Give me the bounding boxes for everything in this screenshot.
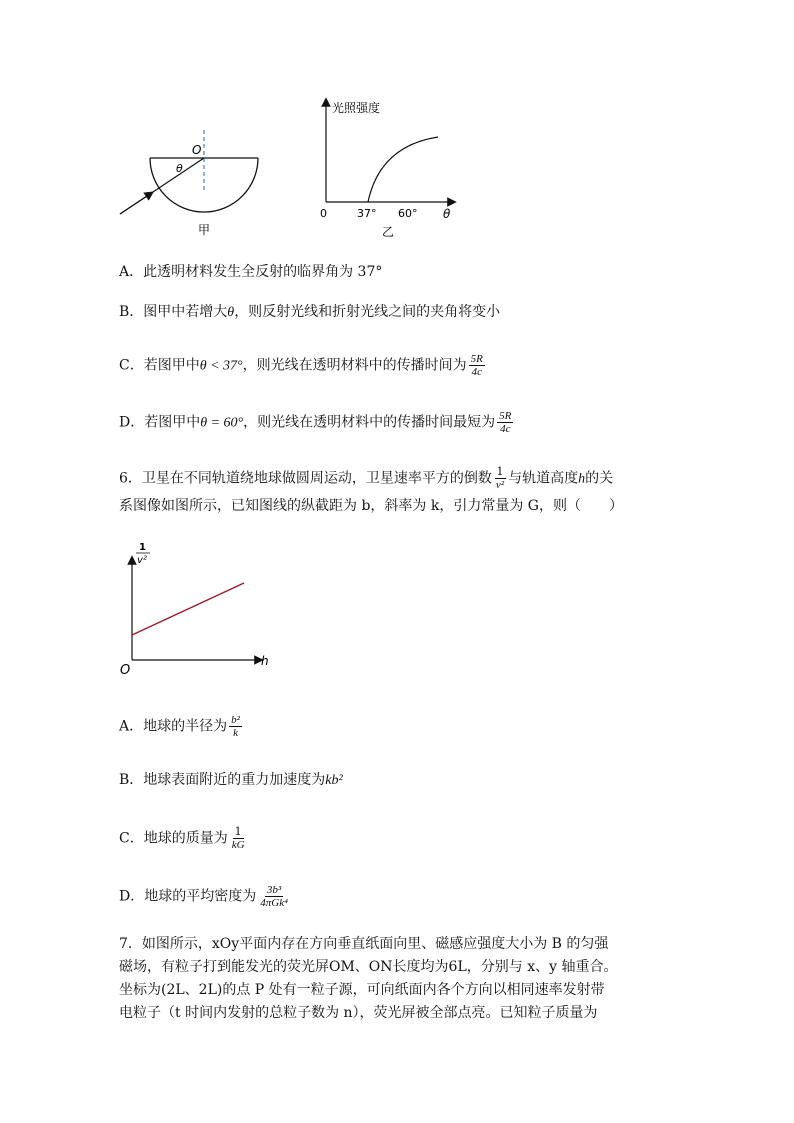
option-b-text: B．图甲中若增大 <box>119 304 228 320</box>
theta-label: θ <box>176 162 183 175</box>
figure-yi <box>310 96 470 241</box>
figure-jia-caption: 甲 <box>198 223 211 237</box>
option-c-text: C．若图甲中 <box>119 357 200 374</box>
q7-line1: 7．如图所示，xOy平面内存在方向垂直纸面向里、磁感应强度大小为 B 的匀强 <box>119 936 609 952</box>
q6-option-b <box>119 770 343 791</box>
intensity-curve <box>368 137 438 202</box>
graph-line <box>132 583 244 635</box>
q7-line2: 磁场，有粒子打到能发光的荧光屏OM、ON长度均为6L，分别与 x、y 轴重合。 <box>119 959 618 975</box>
x-axis-label: θ <box>443 207 451 221</box>
q6-option-c-fraction: $\frac{1}{kG}$ <box>231 825 245 851</box>
q6-stem-text: 6．卫星在不同轨道绕地球做圆周运动，卫星速率平方的倒数 <box>119 470 492 487</box>
y-axis-label: 光照强度 <box>332 101 381 115</box>
q6-stem-line2: 系图像如图所示，已知图线的纵截距为 b，斜率为 k，引力常量为 G，则（ ） <box>119 498 623 514</box>
origin-label: 0 <box>320 207 327 220</box>
q6-graph <box>115 538 275 680</box>
figure-yi-caption: 乙 <box>382 225 395 239</box>
option-d-text: D．若图甲中 <box>119 414 201 431</box>
q6-option-b-expr: kb² <box>325 773 343 788</box>
q6-option-d <box>119 884 292 909</box>
graph-y-den: v² <box>137 555 147 566</box>
option-b-text-end: ，则反射光线和折射光线之间的夹角将变小 <box>234 304 501 320</box>
figure-jia <box>110 120 270 245</box>
q5-option-a: A．此透明材料发生全反射的临界角为 37° <box>119 264 383 280</box>
option-d-fraction: $\frac{5R}{4c}$ <box>499 410 512 435</box>
graph-y-num: 1 <box>139 542 146 553</box>
q6-option-b-text: B．地球表面附近的重力加速度为 <box>119 772 326 788</box>
q6-option-c-text: C．地球的质量为 <box>119 830 228 847</box>
option-d-cond: θ = 60° <box>200 415 244 431</box>
q5-option-c <box>119 353 487 378</box>
q6-stem-text-2: 与轨道高度 <box>508 470 579 487</box>
q6-option-a-text: A．地球的半径为 <box>119 718 228 735</box>
q6-option-c <box>119 826 249 851</box>
graph-x-label: h <box>261 654 269 668</box>
q5-option-d <box>119 410 515 435</box>
q6-stem-var: h <box>578 471 586 487</box>
option-b-var: θ <box>227 305 235 320</box>
option-c-cond: θ < 37° <box>199 358 243 374</box>
q7-line3: 坐标为(2L、2L)的点 P 处有一粒子源，可向纸面内各个方向以相同速率发射带 <box>119 982 605 998</box>
q5-option-b <box>119 302 500 323</box>
graph-origin: O <box>120 663 131 678</box>
q6-option-a-fraction: $\frac{\text{b²}}{k}$ <box>231 714 240 739</box>
point-o-label: O <box>192 143 202 157</box>
option-c-fraction: $\frac{5R}{4c}$ <box>470 353 483 378</box>
q6-option-d-text: D．地球的平均密度为 <box>119 888 257 905</box>
q6-stem-text-3: 的关 <box>585 470 614 487</box>
q6-stem-fraction: $\frac{1}{\text{v²}}$ <box>495 465 505 491</box>
q6-stem-line1 <box>119 466 613 491</box>
q6-option-d-fraction: $\frac{\text{3b³}}{\text{4πGk⁴}}$ <box>260 884 288 909</box>
tick-60: 60° <box>398 207 418 220</box>
option-d-text-end: ，则光线在透明材料中的传播时间最短为 <box>243 414 496 431</box>
tick-37: 37° <box>357 207 377 220</box>
q6-option-a <box>119 714 244 739</box>
q7-line4: 电粒子（t 时间内发射的总粒子数为 n），荧光屏被全部点亮。已知粒子质量为 <box>119 1005 598 1021</box>
ray-arrow-icon <box>120 193 152 214</box>
option-c-text-end: ，则光线在透明材料中的传播时间为 <box>242 357 467 374</box>
